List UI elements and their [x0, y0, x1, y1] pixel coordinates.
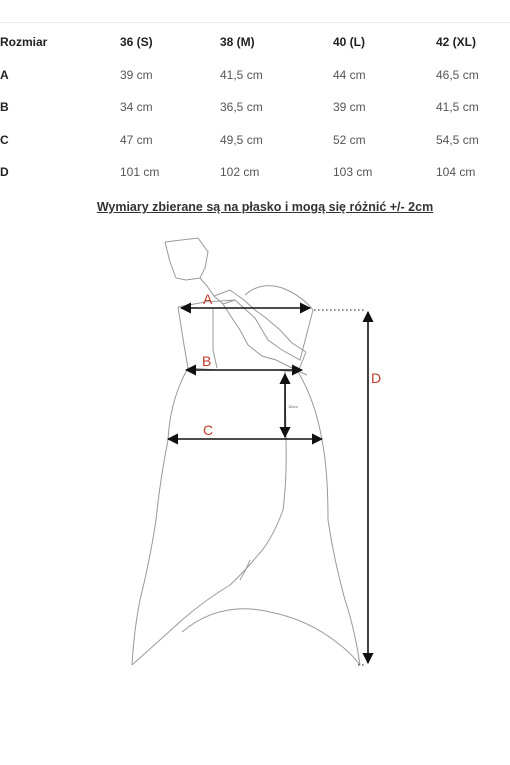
- table-cell: 39 cm: [333, 100, 366, 115]
- label-b: B: [202, 353, 212, 369]
- table-cell: 101 cm: [120, 165, 160, 180]
- table-cell: 41,5 cm: [220, 67, 263, 82]
- header-size: Rozmiar: [0, 35, 48, 50]
- table-cell: 49,5 cm: [220, 132, 263, 147]
- table-cell: 47 cm: [120, 132, 153, 147]
- table-cell: 54,5 cm: [436, 132, 479, 147]
- label-c: C: [203, 422, 214, 438]
- table-cell: 44 cm: [333, 67, 366, 82]
- table-cell: 52 cm: [333, 132, 366, 147]
- dress-outline: [132, 238, 360, 665]
- table-cell: 104 cm: [436, 165, 476, 180]
- label-a: A: [203, 291, 213, 307]
- table-cell: 46,5 cm: [436, 67, 479, 82]
- header-40: 40 (L): [333, 35, 366, 50]
- table-cell: 36,5 cm: [220, 100, 263, 115]
- row-label: D: [0, 165, 9, 180]
- header-36: 36 (S): [120, 35, 153, 50]
- row-label: B: [0, 100, 9, 115]
- header-38: 38 (M): [220, 35, 255, 50]
- row-label: C: [0, 132, 9, 147]
- header-42: 42 (XL): [436, 35, 477, 50]
- row-label: A: [0, 67, 9, 82]
- table-cell: 102 cm: [220, 165, 260, 180]
- table-cell: 34 cm: [120, 100, 153, 115]
- table-cell: 39 cm: [120, 67, 153, 82]
- table-cell: 41,5 cm: [436, 100, 479, 115]
- measurement-note: Wymiary zbierane są na płasko i mogą się różnić +/- 2cm: [96, 200, 434, 214]
- label-waist-drop: 18cm: [288, 404, 298, 409]
- label-d: D: [371, 370, 382, 386]
- table-cell: 103 cm: [333, 165, 373, 180]
